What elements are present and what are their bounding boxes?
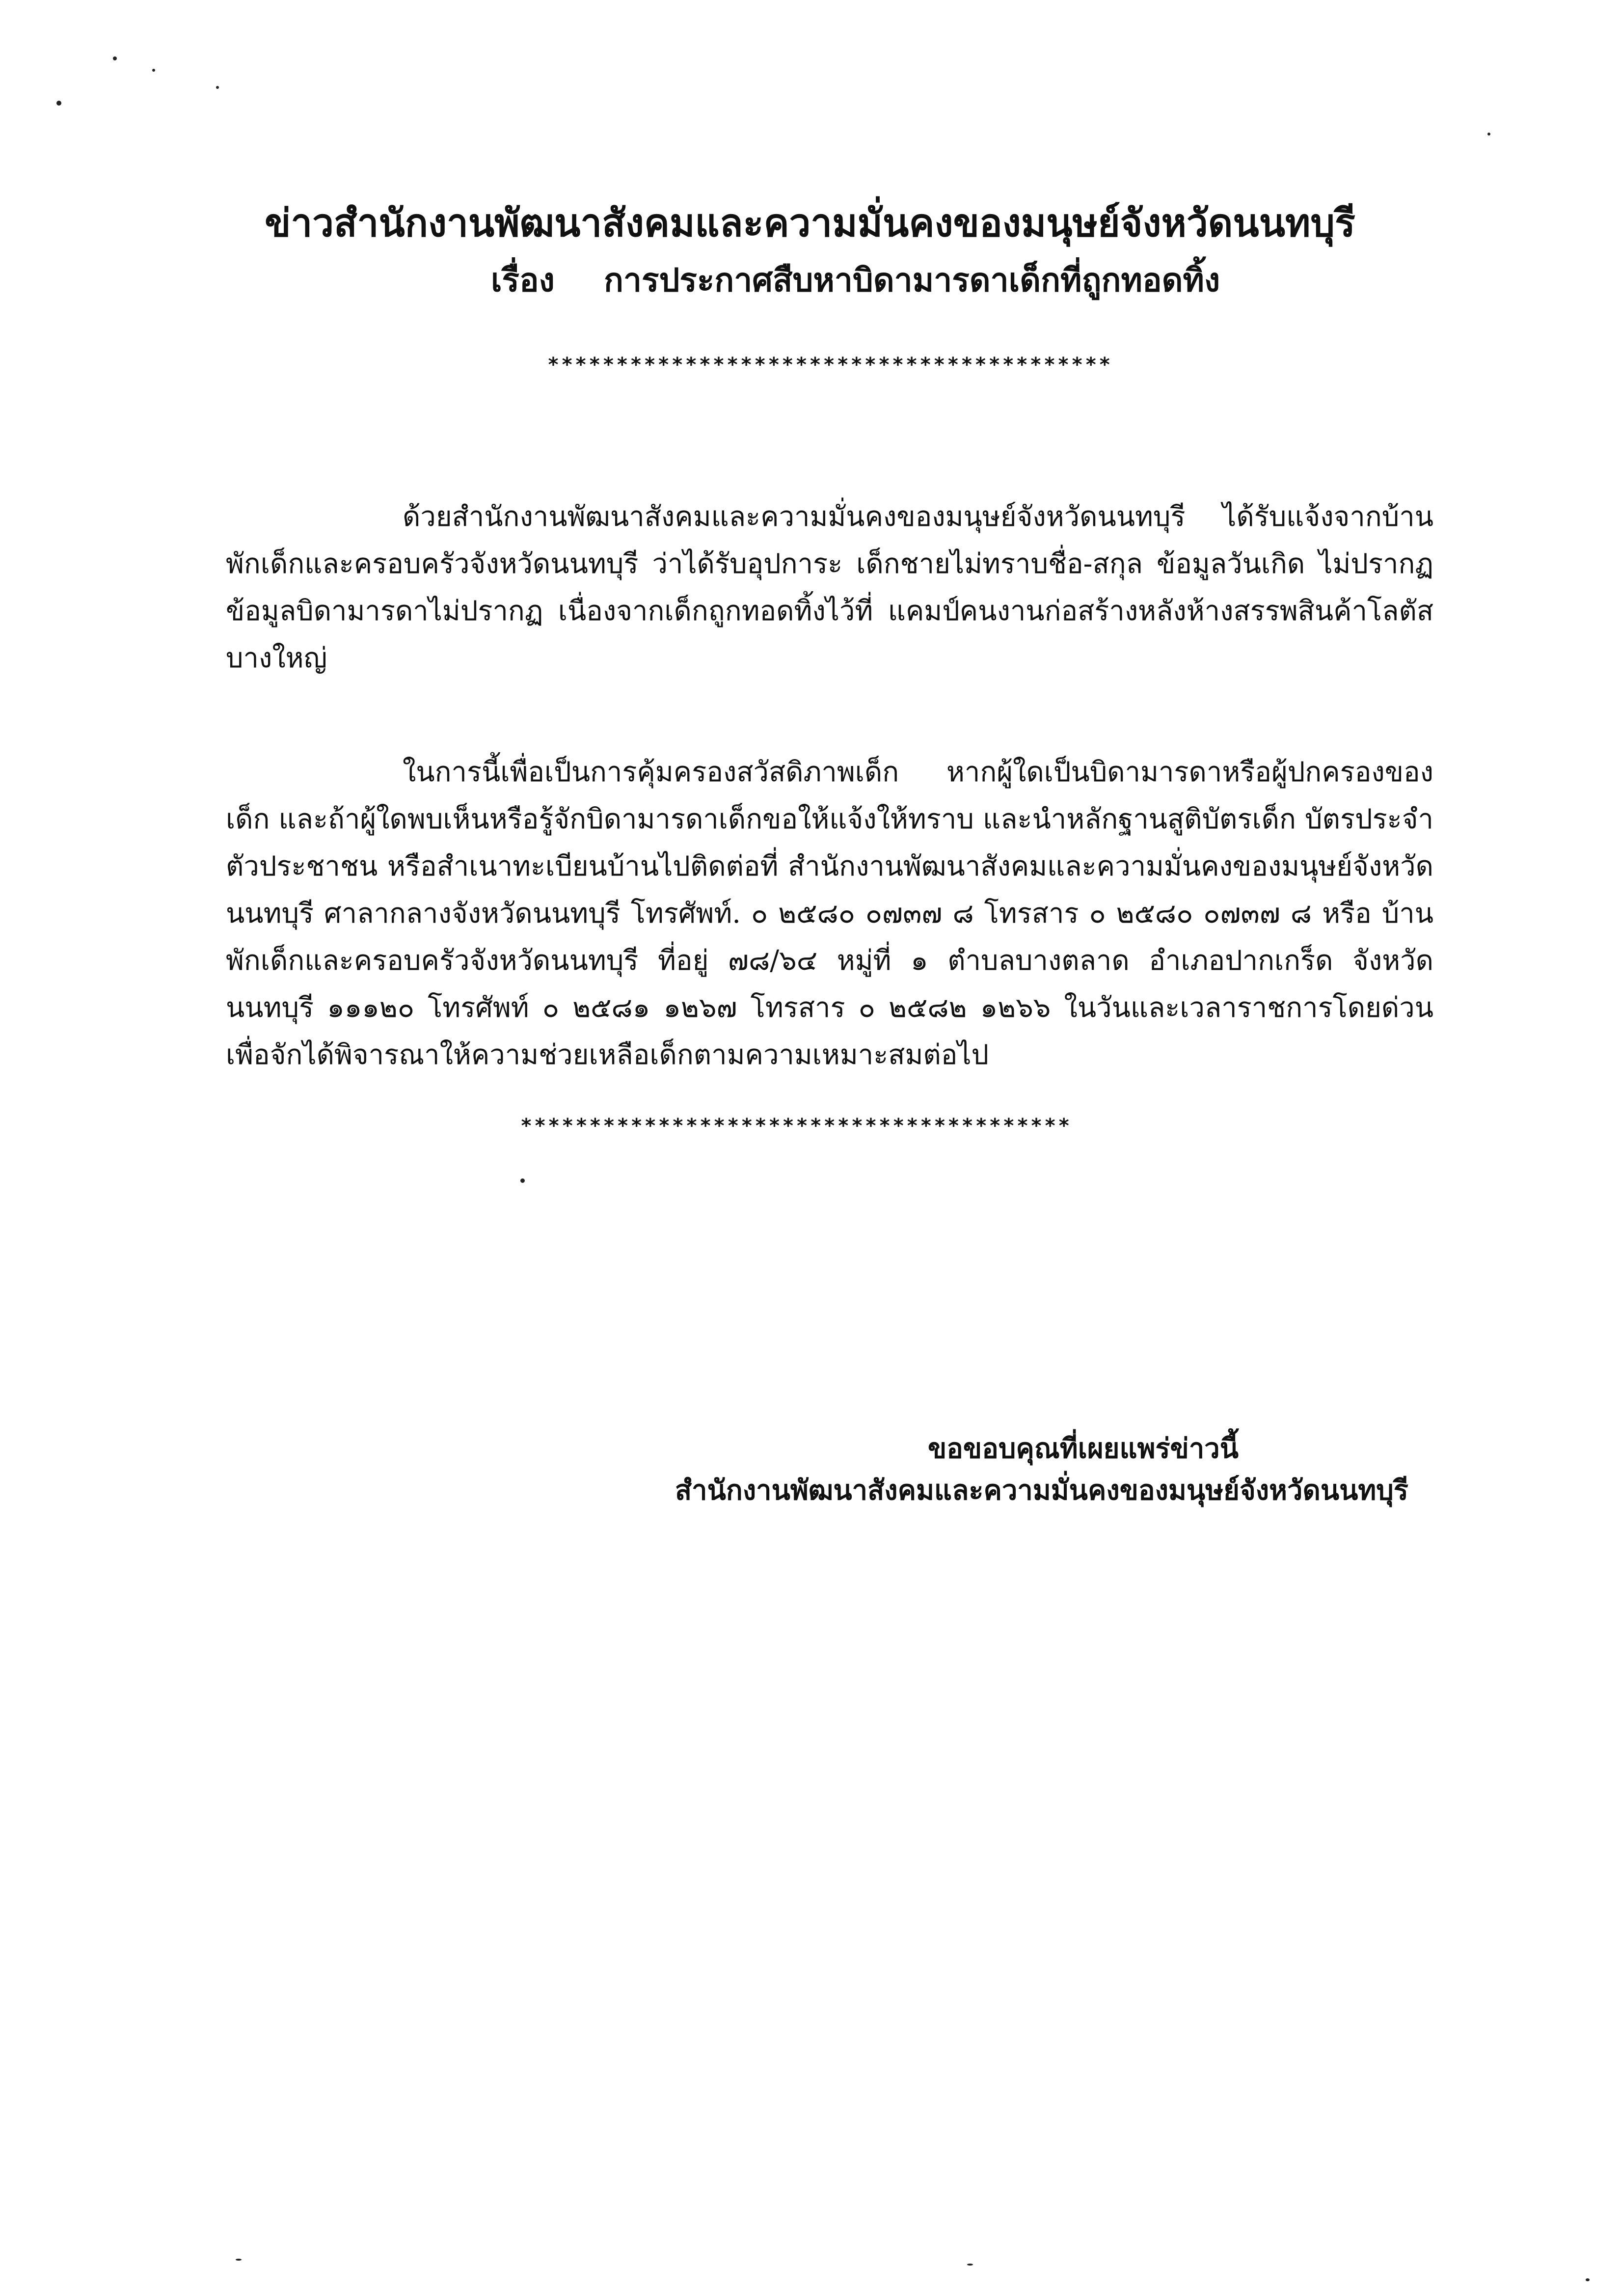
scan-speck (56, 101, 61, 106)
separator-bottom: **************************************** (520, 1115, 1072, 1137)
scan-speck (520, 1178, 525, 1183)
subject-label: เรื่อง (491, 261, 555, 299)
scan-speck (236, 2259, 242, 2261)
subject-text: การประกาศสืบหาบิดามารดาเด็กที่ถูกทอดทิ้ง (604, 261, 1220, 299)
closing-thanks: ขอขอบคุณที่เผยแพร่ข่าวนี้ (928, 1432, 1239, 1465)
paragraph-1-text: ด้วยสำนักงานพัฒนาสังคมและความมั่นคงของมนุษย์จังหวัดนนทบุรี ได้รับแจ้งจากบ้านพักเด็กและครอบครัวจังหวัดนนทบุรี ว่าได้รับอุปการะ เด็กชายไม่ทราบชื่อ-สกุล ข้อมูลวันเกิด ไม่ปรากฏ ข้อมูลบิดามารดาไม่ปรากฏ เนื่องจากเด็กถูกทอดทิ้งไว้ที่ แคมป์คนงานก่อสร้างหลังห้างสรรพสินค้าโลตัส บางใหญ่ (226, 501, 1433, 674)
scan-speck (152, 69, 155, 72)
document-subject (491, 255, 1220, 304)
document-title: ข่าวสำนักงานพัฒนาสังคมและความมั่นคงของมนุษย์จังหวัดนนทบุรี (265, 201, 1355, 246)
scan-speck (216, 86, 219, 89)
closing-signature: สำนักงานพัฒนาสังคมและความมั่นคงของมนุษย์จังหวัดนนทบุรี (675, 1474, 1408, 1506)
separator-top: ***************************************** (547, 354, 1113, 376)
paragraph-1 (226, 493, 1433, 682)
paragraph-2-text: ในการนี้เพื่อเป็นการคุ้มครองสวัสดิภาพเด็ก หากผู้ใดเป็นบิดามารดาหรือผู้ปกครองของเด็ก และถ้าผู้ใดพบเห็นหรือรู้จักบิดามารดาเด็กขอให้แจ้งให้ทราบ และนำหลักฐานสูติบัตรเด็ก บัตรประจำตัวประชาชน หรือสำเนาทะเบียนบ้านไปติดต่อที่ สำนักงานพัฒนาสังคมและความมั่นคงของมนุษย์จังหวัดนนทบุรี ศาลากลางจังหวัดนนทบุรี โทรศัพท์. ๐ ๒๕๘๐ ๐๗๓๗ ๘ โทรสาร ๐ ๒๕๘๐ ๐๗๓๗ ๘ หรือ บ้านพักเด็กและครอบครัวจังหวัดนนทบุรี ที่อยู่ ๗๘/๖๔ หมู่ที่ ๑ ตำบลบางตลาด อำเภอปากเกร็ด จังหวัดนนทบุรี ๑๑๑๒๐ โทรศัพท์ ๐ ๒๕๘๑ ๑๒๖๗ โทรสาร ๐ ๒๕๘๒ ๑๒๖๖ ในวันและเวลาราชการโดยด่วน เพื่อจักได้พิจารณาให้ความช่วยเหลือเด็กตามความเหมาะสมต่อไป (226, 756, 1433, 1071)
scan-speck (1487, 133, 1490, 136)
scan-speck (1586, 2278, 1590, 2281)
paragraph-2 (226, 749, 1433, 1079)
scan-speck (967, 2264, 973, 2266)
scan-speck (113, 56, 117, 60)
